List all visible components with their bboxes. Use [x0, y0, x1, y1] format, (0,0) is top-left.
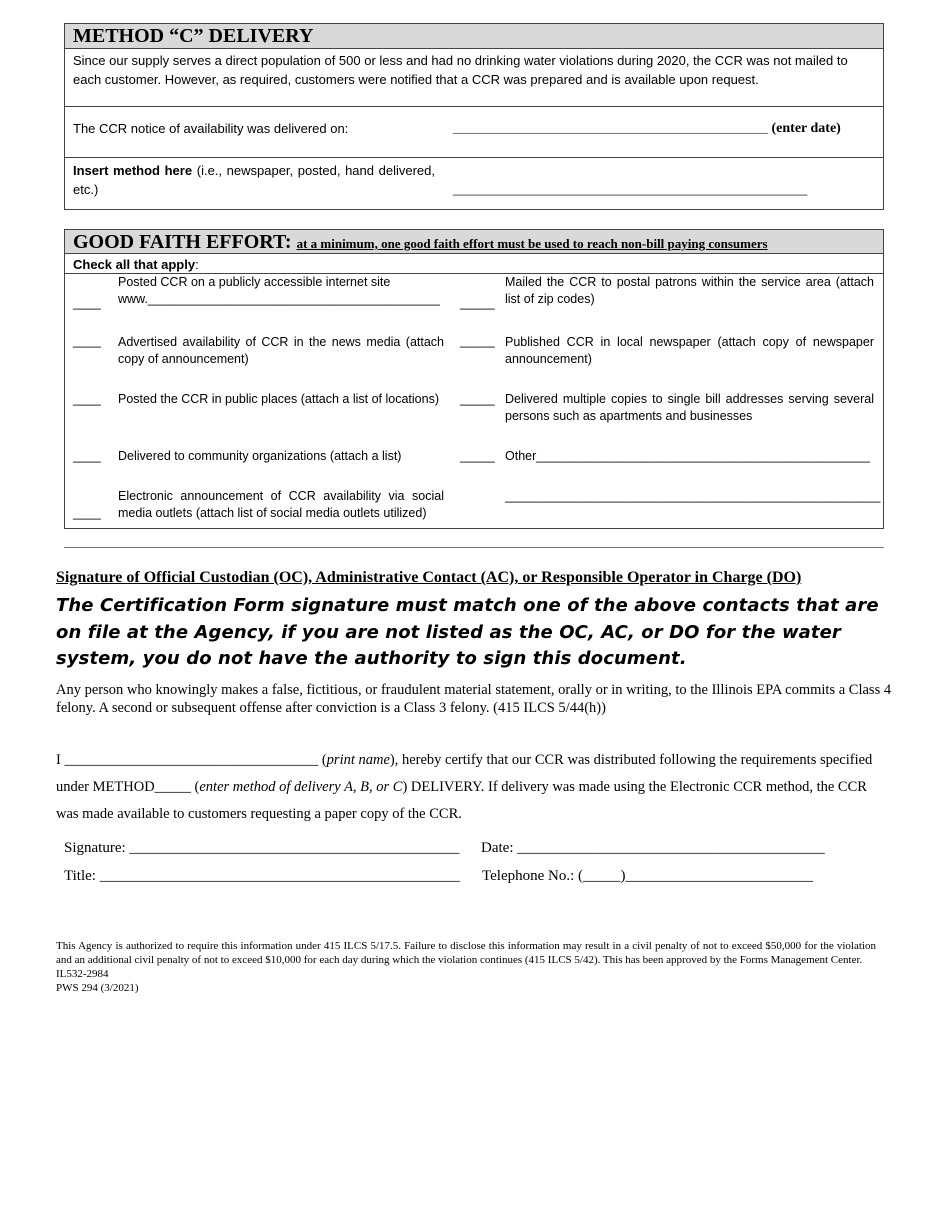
good-faith-subtitle: at a minimum, one good faith effort must be used to reach non-bill paying consumers [296, 236, 768, 251]
checkbox-local-newspaper[interactable]: _____ [460, 334, 495, 348]
option-internet-site-label: Posted CCR on a publicly accessible internet site [118, 275, 391, 289]
footer-form-id: IL532-2984 [56, 968, 109, 980]
checkbox-multiple-copies[interactable]: _____ [460, 392, 495, 406]
check-all-text: Check all that apply [73, 257, 196, 272]
check-all-colon: : [195, 257, 199, 272]
checkbox-social-media[interactable]: ____ [73, 506, 101, 520]
option-social-media: Electronic announcement of CCR availability via social media outlets (attach list of social media outlets utilized) [118, 489, 444, 520]
notice-date-field[interactable] [453, 121, 841, 137]
notice-date-label: The CCR notice of availability was delivered on: [73, 121, 349, 136]
website-url-field[interactable]: www.__________________________________________ [118, 292, 440, 306]
certification-statement [56, 747, 892, 828]
method-c-section [64, 23, 884, 210]
good-faith-header [65, 230, 883, 254]
signature-field[interactable]: Signature: ____________________________________________ [64, 840, 460, 856]
checkbox-postal-patrons[interactable]: _____ [460, 296, 495, 310]
good-faith-section [64, 229, 884, 529]
check-all-label [65, 254, 883, 274]
option-postal-patrons: Mailed the CCR to postal patrons within the service area (attach list of zip codes) [505, 275, 874, 306]
section-divider [64, 547, 884, 548]
certify-print-name-hint: print name [326, 752, 390, 768]
delivery-method-label-examples: (i.e., newspaper, posted, hand delivered, etc.) [73, 163, 435, 197]
notice-date-row [65, 107, 883, 158]
option-public-places: Posted the CCR in public places (attach a list of locations) [118, 392, 439, 406]
option-other-extra-line[interactable]: ______________________________________________________ [505, 489, 881, 503]
option-community-orgs: Delivered to community organizations (attach a list) [118, 449, 402, 463]
method-c-description: Since our supply serves a direct population of 500 or less and had no drinking water violations during 2020, the CCR was not mailed to each customer. However, as required, customers were notified that a CCR was prepared and is available upon request. [65, 49, 883, 107]
delivery-method-row [65, 158, 883, 212]
checkbox-community-orgs[interactable]: ____ [73, 449, 101, 463]
certify-text-1: ), hereby certify that our CCR was distributed following the requirements specified under METHOD_____ ( [56, 752, 873, 795]
certification-warning: The Certification Form signature must match one of the above contacts that are on file at the Agency, if you are not listed as the OC, AC, or DO for the water system, you do not have the authority to sign this document. [56, 595, 879, 669]
date-field[interactable]: Date: _________________________________________ [481, 840, 825, 856]
telephone-field[interactable]: Telephone No.: (_____)_________________________ [482, 868, 813, 884]
checkbox-public-places[interactable]: ____ [73, 392, 101, 406]
delivery-method-field[interactable]: _________________________________________________ [453, 181, 808, 196]
option-other-field[interactable]: Other________________________________________________ [505, 449, 870, 463]
checkbox-other[interactable]: _____ [460, 449, 495, 463]
felony-notice: Any person who knowingly makes a false, fictitious, or fraudulent material statement, orally or in writing, to the Illinois EPA commits a Class 4 felony. A second or subsequent offense after conviction is a Class 3 felony. (415 ILCS 5/44(h)) [56, 682, 892, 716]
notice-date-hint: (enter date) [771, 121, 841, 136]
option-internet-site [118, 274, 448, 308]
footer-authority: This Agency is authorized to require this information under 415 ILCS 5/17.5. Failure to disclose this information may result in a civil penalty of not to exceed $50,000 for the violation and an additional civil penalty of not to exceed $10,000 for each day during which the violation continues (415 ILCS 5/42). This has been approved by the Forms Management Center. [56, 940, 876, 966]
certify-print-name-field[interactable]: I ___________________________________ ( [56, 752, 327, 768]
certify-method-hint: enter method of delivery A, B, or C [199, 779, 403, 795]
delivery-method-label-bold: Insert method here [73, 163, 193, 178]
footer [56, 939, 876, 995]
option-news-media: Advertised availability of CCR in the news media (attach copy of announcement) [118, 335, 444, 366]
method-c-title: METHOD “C” DELIVERY [65, 24, 883, 49]
delivery-method-label [73, 161, 435, 199]
signature-heading: Signature of Official Custodian (OC), Administrative Contact (AC), or Responsible Operator in Charge (DO) [56, 569, 802, 586]
notice-date-blank: _____________________________________________ [453, 121, 768, 136]
option-multiple-copies: Delivered multiple copies to single bill addresses serving several persons such as apartments and businesses [505, 392, 874, 423]
title-field[interactable]: Title: ________________________________________________ [64, 868, 460, 884]
footer-form-number: PWS 294 (3/2021) [56, 982, 139, 994]
checkbox-news-media[interactable]: ____ [73, 334, 101, 348]
checkbox-internet-site[interactable]: ____ [73, 296, 101, 310]
option-local-newspaper: Published CCR in local newspaper (attach copy of newspaper announcement) [505, 335, 874, 366]
certify-text-2: ) DELIVERY. If delivery was made using the Electronic CCR method, the CCR was made available to customers requesting a paper copy of the CCR. [56, 779, 867, 822]
good-faith-title: GOOD FAITH EFFORT: [73, 231, 292, 253]
